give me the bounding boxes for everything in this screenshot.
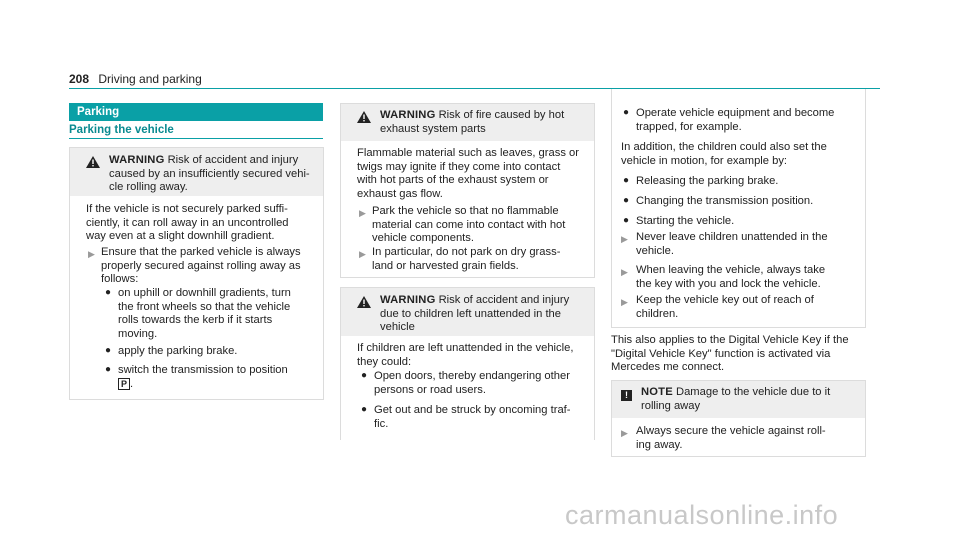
subheading: Parking the vehicle: [69, 124, 174, 136]
list-item: Releasing the parking brake.: [636, 175, 779, 187]
list-item: Starting the vehicle.: [636, 215, 735, 227]
note-text: NOTE Damage to the vehicle due to it rolling away: [641, 386, 831, 412]
warning-text: WARNING Risk of fire caused by hot exhaust system parts: [380, 109, 565, 135]
step-arrow-icon: ▶: [359, 249, 366, 259]
step-arrow-icon: ▶: [621, 234, 628, 244]
list-item: switch the transmission to position P .: [118, 364, 288, 390]
list-item: apply the parking brake.: [118, 345, 238, 357]
bullet-icon: ●: [623, 195, 630, 206]
step-arrow-icon: ▶: [621, 267, 628, 277]
warning-box-continued: [611, 89, 866, 328]
warning-label: WARNING: [380, 109, 436, 121]
warning-body: Flammable material such as leaves, grass or twigs may ignite if they come into contact with hot parts of the exhaust system or exhaust gas flow.: [357, 147, 579, 200]
page-number: 208: [69, 72, 90, 86]
bullet-icon: ●: [105, 364, 112, 375]
step-arrow-icon: ▶: [621, 428, 628, 438]
subheading-rule: [69, 138, 323, 139]
note-box: [611, 380, 866, 457]
gear-position-symbol: P: [118, 378, 130, 390]
step-text: Keep the vehicle key out of reach of children.: [636, 294, 814, 320]
warning-label: WARNING: [380, 294, 436, 306]
bullet-icon: ●: [623, 107, 630, 118]
list-item: Changing the transmission position.: [636, 195, 814, 207]
section-title: Driving and parking: [98, 72, 202, 86]
step-text: Park the vehicle so that no flammable material can come into contact with hot vehicle components.: [372, 205, 566, 245]
warning-triangle-icon: [357, 296, 371, 308]
paragraph: In addition, the children could also set the vehicle in motion, for example by:: [621, 141, 827, 167]
warning-box-rolling: [69, 147, 324, 400]
watermark: carmanualsonline.info: [565, 500, 839, 530]
warning-box-fire: [340, 103, 595, 278]
step-text: Never leave children unattended in the vehicle.: [636, 231, 828, 257]
warning-text: WARNING Risk of accident and injury due to children left unattended in the vehicle: [380, 294, 570, 334]
warning-body: If children are left unattended in the vehicle, they could:: [357, 342, 574, 368]
step-arrow-icon: ▶: [621, 297, 628, 307]
bullet-icon: ●: [361, 404, 368, 415]
step-arrow-icon: ▶: [88, 249, 95, 259]
digital-key-paragraph: This also applies to the Digital Vehicle Key if the "Digital Vehicle Key" function is activated via Mercedes me connect.: [611, 334, 849, 374]
list-item: Get out and be struck by oncoming traf- fic.: [374, 404, 571, 430]
step-arrow-icon: ▶: [359, 208, 366, 218]
warning-triangle-icon: [86, 156, 100, 168]
page-header: [69, 72, 202, 86]
warning-label: WARNING: [109, 154, 165, 166]
bullet-icon: ●: [361, 370, 368, 381]
list-item: Open doors, thereby endangering other persons or road users.: [374, 370, 570, 396]
warning-line: caused by an insufficiently secured vehi-: [109, 167, 310, 180]
bullet-icon: ●: [105, 345, 112, 356]
step-text: In particular, do not park on dry grass- land or harvested grain fields.: [372, 246, 561, 272]
step-text: Ensure that the parked vehicle is always properly secured against rolling away as follows:: [101, 246, 301, 286]
warning-line: cle rolling away.: [109, 181, 188, 194]
warning-triangle-icon: [357, 111, 371, 123]
intro-text: If the vehicle is not securely parked suffi- ciently, it can roll away in an uncontrolled way even at a slight downhill gradient.: [86, 203, 289, 243]
warning-box-children: [340, 287, 595, 440]
section-banner: Parking: [69, 103, 323, 121]
step-text: Always secure the vehicle against roll- ing away.: [636, 425, 826, 451]
bullet-icon: ●: [623, 175, 630, 186]
warning-text: [109, 154, 319, 195]
bullet-icon: ●: [623, 215, 630, 226]
list-item: Operate vehicle equipment and become trapped, for example.: [636, 107, 835, 133]
warning-line: Risk of accident and injury: [167, 154, 299, 166]
step-text: When leaving the vehicle, always take the key with you and lock the vehicle.: [636, 264, 826, 290]
note-label: NOTE: [641, 386, 673, 398]
bullet-icon: ●: [105, 287, 112, 298]
note-icon: !: [621, 390, 632, 401]
list-item: on uphill or downhill gradients, turn the front wheels so that the vehicle rolls towards the kerb if it starts moving.: [118, 287, 291, 340]
